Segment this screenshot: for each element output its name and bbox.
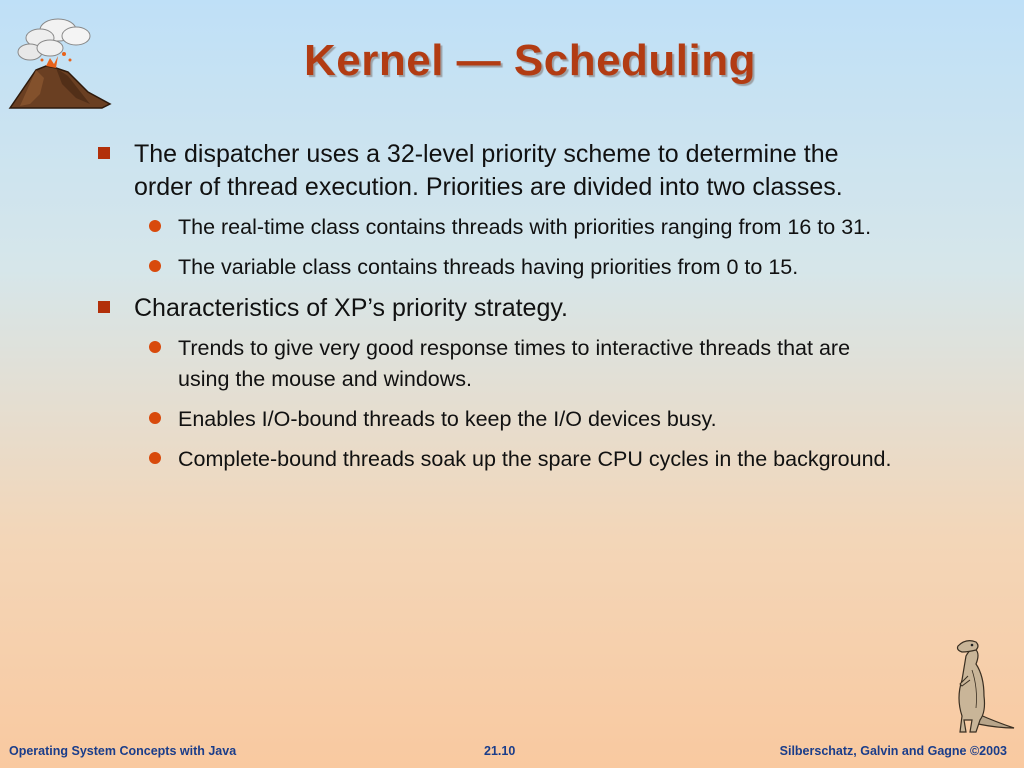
sub-bullet-item — [178, 404, 896, 435]
sub-bullet-item — [178, 444, 896, 475]
sub-bullet-item — [178, 212, 896, 243]
footer-course-title: Operating System Concepts with Java — [9, 744, 237, 758]
sub-bullet-text: The variable class contains threads having priorities from 0 to 15. — [178, 255, 799, 279]
dinosaur-icon — [948, 636, 1018, 741]
square-bullet-icon — [98, 147, 110, 159]
circle-bullet-icon — [149, 260, 161, 272]
bullet-text: Characteristics of XP’s priority strategy. — [134, 294, 568, 322]
bullet-item — [96, 292, 896, 325]
footer-copyright: Silberschatz, Galvin and Gagne ©2003 — [779, 744, 1007, 758]
sub-bullet-item — [178, 333, 896, 395]
sub-bullet-text: Complete-bound threads soak up the spare CPU cycles in the background. — [178, 447, 892, 471]
sub-bullet-text: Enables I/O-bound threads to keep the I/O devices busy. — [178, 407, 717, 431]
sub-bullet-item — [178, 252, 896, 283]
square-bullet-icon — [98, 301, 110, 313]
bullet-item — [96, 138, 896, 204]
footer-slide-number: 21.10 — [484, 744, 516, 758]
circle-bullet-icon — [149, 220, 161, 232]
slide-title: Kernel — Scheduling — [303, 36, 756, 85]
slide-body — [96, 138, 896, 484]
sub-bullet-text: The real-time class contains threads with priorities ranging from 16 to 31. — [178, 215, 872, 239]
circle-bullet-icon — [149, 341, 161, 353]
sub-bullet-text: Trends to give very good response times to interactive threads that are using the mouse and windows. — [178, 336, 851, 391]
circle-bullet-icon — [149, 412, 161, 424]
circle-bullet-icon — [149, 452, 161, 464]
bullet-text: The dispatcher uses a 32-level priority scheme to determine the order of thread execution. Priorities are divided into two classes. — [134, 140, 843, 201]
